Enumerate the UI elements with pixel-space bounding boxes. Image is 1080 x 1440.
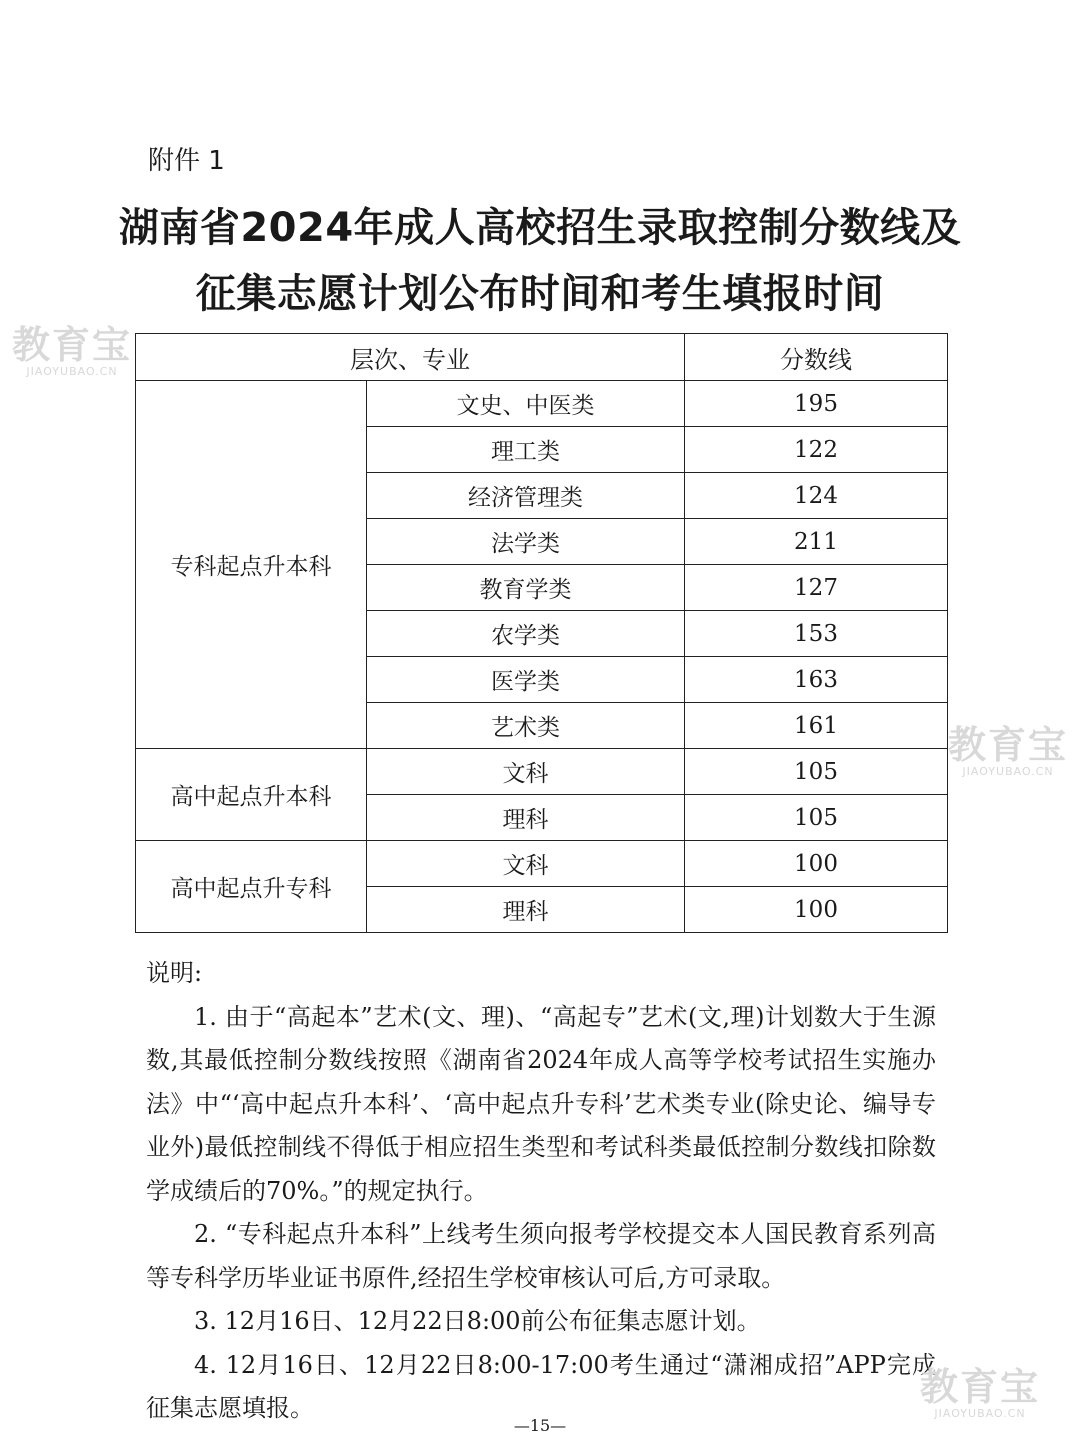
score-table: [135, 333, 948, 933]
watermark-url: JIAOYUBAO.CN: [934, 1407, 1026, 1420]
major-cell: 教育学类: [367, 565, 685, 611]
score-cell: 127: [685, 565, 948, 611]
header-level-major: 层次、专业: [136, 334, 685, 381]
score-cell: 211: [685, 519, 948, 565]
major-cell: 理科: [367, 795, 685, 841]
major-cell: 文史、中医类: [367, 381, 685, 427]
watermark-logo: [12, 323, 133, 378]
header-score: 分数线: [685, 334, 948, 381]
note-item-3: 3. 12月16日、12月22日8:00前公布征集志愿计划。: [194, 1307, 761, 1335]
major-cell: 法学类: [367, 519, 685, 565]
level-cell: 高中起点升本科: [136, 749, 367, 841]
score-cell: 105: [685, 749, 948, 795]
watermark-logo: [920, 1365, 1041, 1420]
score-cell: 161: [685, 703, 948, 749]
document-title-line-1: 湖南省2024年成人高校招生录取控制分数线及: [118, 205, 962, 251]
major-cell: 艺术类: [367, 703, 685, 749]
major-cell: 经济管理类: [367, 473, 685, 519]
notes-heading: 说明:: [146, 959, 203, 987]
major-cell: 农学类: [367, 611, 685, 657]
level-cell: 专科起点升本科: [136, 381, 367, 749]
watermark-name: 教育宝: [920, 1365, 1041, 1409]
page-number: —15—: [513, 1416, 567, 1435]
score-cell: 153: [685, 611, 948, 657]
score-cell: 105: [685, 795, 948, 841]
attachment-label: 附件 1: [148, 146, 225, 176]
major-cell: 文科: [367, 841, 685, 887]
score-cell: 122: [685, 427, 948, 473]
notes-section: [146, 952, 936, 1431]
score-cell: 100: [685, 841, 948, 887]
watermark-url: JIAOYUBAO.CN: [26, 365, 118, 378]
score-cell: 100: [685, 887, 948, 933]
table-row: [136, 841, 948, 887]
watermark-name: 教育宝: [12, 323, 133, 367]
note-item-1: 1. 由于“高起本”艺术(文、理)、“高起专”艺术(文,理)计划数大于生源数,其最低控制分数线按照《湖南省2024年成人高等学校考试招生实施办法》中“‘高中起点升本科’、‘高中起点升专科’艺术类专业(除史论、编导专业外)最低控制线不得低于相应招生类型和考试科类最低控制分数线扣除数学成绩后的70%。”的规定执行。: [146, 1002, 936, 1205]
major-cell: 理工类: [367, 427, 685, 473]
table-row: [136, 381, 948, 427]
major-cell: 文科: [367, 749, 685, 795]
score-cell: 195: [685, 381, 948, 427]
major-cell: 医学类: [367, 657, 685, 703]
table-header-row: [136, 334, 948, 381]
document-title-line-2: 征集志愿计划公布时间和考生填报时间: [195, 271, 885, 317]
note-item-4: 4. 12月16日、12月22日8:00-17:00考生通过“潇湘成招”APP完成征集志愿填报。: [146, 1350, 936, 1422]
score-cell: 124: [685, 473, 948, 519]
level-cell: 高中起点升专科: [136, 841, 367, 933]
note-item-2: 2. “专科起点升本科”上线考生须向报考学校提交本人国民教育系列高等专科学历毕业证书原件,经招生学校审核认可后,方可录取。: [146, 1220, 936, 1292]
watermark-logo: [948, 723, 1069, 778]
watermark-url: JIAOYUBAO.CN: [962, 765, 1054, 778]
table-row: [136, 749, 948, 795]
score-cell: 163: [685, 657, 948, 703]
watermark-name: 教育宝: [948, 723, 1069, 767]
major-cell: 理科: [367, 887, 685, 933]
